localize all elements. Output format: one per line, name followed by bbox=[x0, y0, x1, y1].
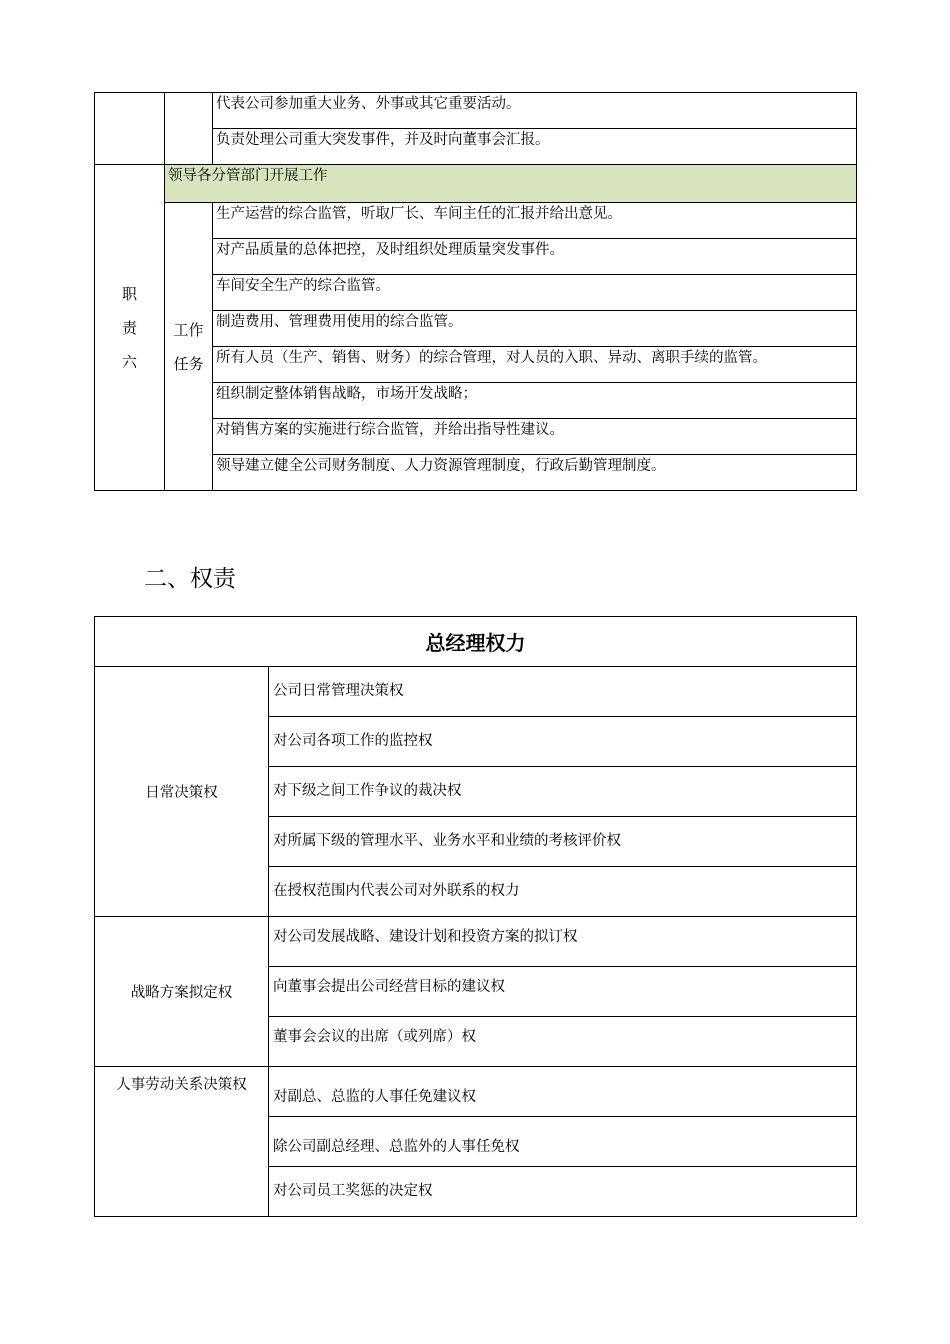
power-item: 对所属下级的管理水平、业务水平和业绩的考核评价权 bbox=[269, 817, 857, 867]
blank-cell bbox=[95, 93, 165, 165]
power-item: 除公司副总经理、总监外的人事任免权 bbox=[269, 1117, 857, 1167]
duty-heading: 领导各分管部门开展工作 bbox=[165, 165, 857, 203]
power-item: 公司日常管理决策权 bbox=[269, 667, 857, 717]
power-category: 人事劳动关系决策权 bbox=[95, 1067, 269, 1217]
section-heading: 二、权责 bbox=[144, 566, 236, 592]
power-table-title: 总经理权力 bbox=[95, 617, 857, 667]
power-table bbox=[94, 616, 857, 1217]
power-item: 对下级之间工作争议的裁决权 bbox=[269, 767, 857, 817]
task-row: 对产品质量的总体把控，及时组织处理质量突发事件。 bbox=[213, 239, 857, 275]
duty-table bbox=[94, 92, 857, 491]
task-row: 车间安全生产的综合监管。 bbox=[213, 275, 857, 311]
task-label-cell bbox=[165, 203, 213, 491]
power-category: 日常决策权 bbox=[95, 667, 269, 917]
duty-label-cell bbox=[95, 165, 165, 491]
duty-label: 职 责 六 bbox=[121, 284, 137, 371]
power-category: 战略方案拟定权 bbox=[95, 917, 269, 1067]
duty-row: 负责处理公司重大突发事件，并及时向董事会汇报。 bbox=[213, 129, 857, 165]
task-row: 组织制定整体销售战略，市场开发战略； bbox=[213, 383, 857, 419]
power-item: 董事会会议的出席（或列席）权 bbox=[269, 1017, 857, 1067]
duty-row: 代表公司参加重大业务、外事或其它重要活动。 bbox=[213, 93, 857, 129]
task-row: 制造费用、管理费用使用的综合监管。 bbox=[213, 311, 857, 347]
power-item: 向董事会提出公司经营目标的建议权 bbox=[269, 967, 857, 1017]
power-item: 对副总、总监的人事任免建议权 bbox=[269, 1067, 857, 1117]
task-row: 生产运营的综合监管，听取厂长、车间主任的汇报并给出意见。 bbox=[213, 203, 857, 239]
power-item: 在授权范围内代表公司对外联系的权力 bbox=[269, 867, 857, 917]
blank-cell bbox=[165, 93, 213, 165]
task-row: 所有人员（生产、销售、财务）的综合管理，对人员的入职、异动、离职手续的监管。 bbox=[213, 347, 857, 383]
power-item: 对公司发展战略、建设计划和投资方案的拟订权 bbox=[269, 917, 857, 967]
task-label: 工作 任务 bbox=[173, 320, 204, 373]
task-row: 领导建立健全公司财务制度、人力资源管理制度，行政后勤管理制度。 bbox=[213, 455, 857, 491]
power-item: 对公司各项工作的监控权 bbox=[269, 717, 857, 767]
power-item: 对公司员工奖惩的决定权 bbox=[269, 1167, 857, 1217]
task-row: 对销售方案的实施进行综合监管，并给出指导性建议。 bbox=[213, 419, 857, 455]
